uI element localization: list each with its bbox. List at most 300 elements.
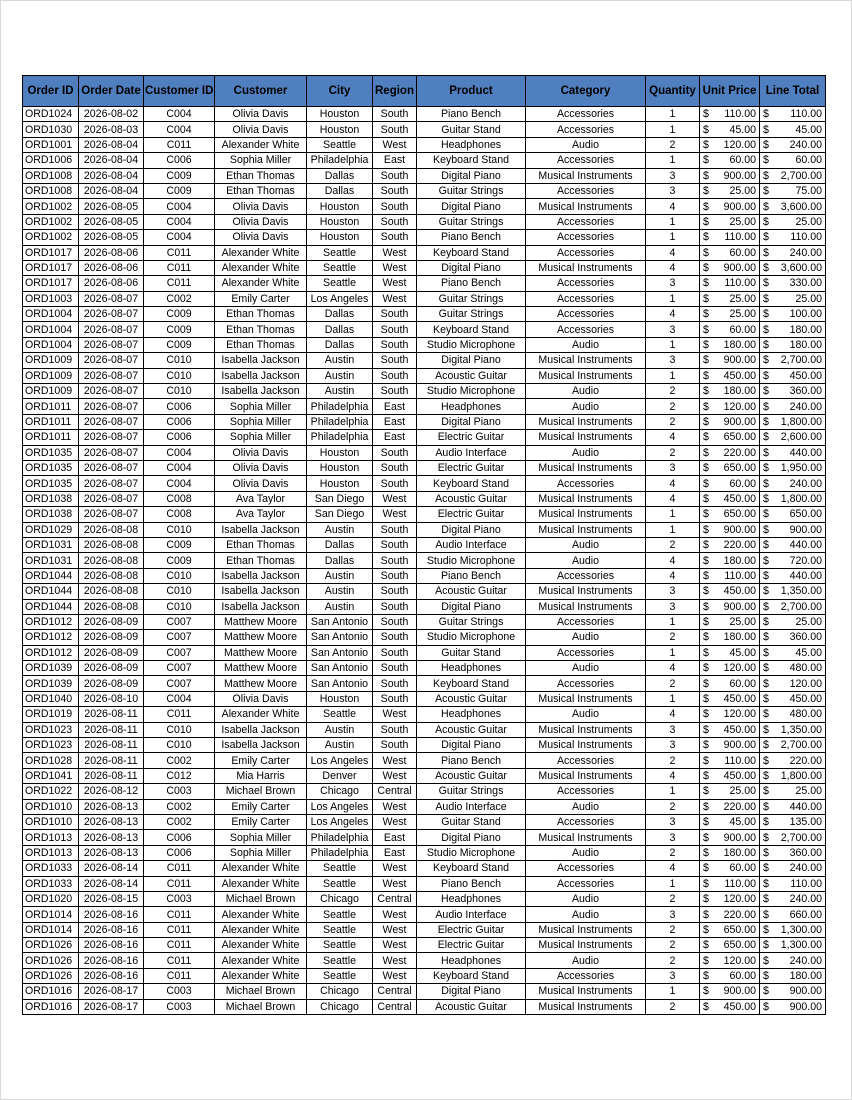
cell-line-total	[760, 645, 826, 660]
cell-quantity: 4	[646, 568, 700, 583]
currency-symbol: $	[763, 200, 769, 213]
cell-order-date: 2026-08-07	[79, 414, 144, 429]
cell-unit-price	[700, 845, 760, 860]
cell-order-date: 2026-08-06	[79, 245, 144, 260]
currency-symbol: $	[763, 185, 769, 198]
cell-order-date: 2026-08-11	[79, 753, 144, 768]
cell-customer: Sophia Miller	[215, 830, 307, 845]
cell-region: West	[373, 968, 417, 983]
cell-line-total	[760, 968, 826, 983]
cell-city: Austin	[307, 722, 373, 737]
amount-value: 2,600.00	[780, 431, 822, 444]
currency-symbol: $	[763, 492, 769, 505]
cell-quantity: 2	[646, 137, 700, 152]
cell-quantity: 4	[646, 430, 700, 445]
amount-value: 25.00	[795, 785, 822, 798]
cell-region: Central	[373, 984, 417, 999]
table-row	[23, 814, 826, 829]
cell-line-total	[760, 691, 826, 706]
cell-quantity: 3	[646, 830, 700, 845]
amount-value: 120.00	[723, 138, 756, 151]
cell-unit-price	[700, 199, 760, 214]
cell-line-total	[760, 260, 826, 275]
cell-product: Guitar Stand	[417, 814, 526, 829]
cell-region: South	[373, 445, 417, 460]
cell-unit-price	[700, 122, 760, 137]
cell-region: South	[373, 553, 417, 568]
currency-symbol: $	[763, 662, 769, 675]
amount-value: 240.00	[789, 138, 822, 151]
amount-value: 120.00	[723, 400, 756, 413]
cell-product: Piano Bench	[417, 753, 526, 768]
cell-product: Guitar Strings	[417, 614, 526, 629]
amount-value: 900.00	[723, 169, 756, 182]
cell-order-date: 2026-08-04	[79, 137, 144, 152]
cell-category: Musical Instruments	[526, 999, 646, 1014]
currency-symbol: $	[763, 462, 769, 475]
cell-customer: Alexander White	[215, 707, 307, 722]
cell-customer-id: C004	[144, 122, 215, 137]
table-row	[23, 876, 826, 891]
cell-customer: Alexander White	[215, 245, 307, 260]
cell-order-id: ORD1013	[23, 830, 79, 845]
table-row	[23, 845, 826, 860]
cell-customer-id: C011	[144, 876, 215, 891]
header-quantity: Quantity	[646, 76, 700, 107]
cell-unit-price	[700, 614, 760, 629]
cell-quantity: 2	[646, 938, 700, 953]
cell-customer-id: C007	[144, 614, 215, 629]
currency-symbol: $	[703, 539, 709, 552]
cell-unit-price	[700, 537, 760, 552]
cell-order-date: 2026-08-15	[79, 891, 144, 906]
cell-order-id: ORD1016	[23, 984, 79, 999]
cell-customer: Matthew Moore	[215, 645, 307, 660]
amount-value: 900.00	[789, 523, 822, 536]
cell-order-id: ORD1012	[23, 614, 79, 629]
cell-city: Houston	[307, 107, 373, 122]
currency-symbol: $	[763, 231, 769, 244]
cell-unit-price	[700, 430, 760, 445]
cell-category: Musical Instruments	[526, 260, 646, 275]
cell-region: West	[373, 953, 417, 968]
currency-symbol: $	[763, 954, 769, 967]
cell-category: Audio	[526, 907, 646, 922]
amount-value: 480.00	[789, 662, 822, 675]
cell-line-total	[760, 214, 826, 229]
cell-unit-price	[700, 784, 760, 799]
amount-value: 650.00	[723, 462, 756, 475]
cell-customer: Isabella Jackson	[215, 522, 307, 537]
cell-line-total	[760, 907, 826, 922]
cell-customer: Matthew Moore	[215, 630, 307, 645]
amount-value: 3,600.00	[780, 262, 822, 275]
cell-product: Headphones	[417, 891, 526, 906]
cell-region: South	[373, 584, 417, 599]
cell-order-id: ORD1010	[23, 814, 79, 829]
cell-customer-id: C011	[144, 968, 215, 983]
cell-line-total	[760, 599, 826, 614]
currency-symbol: $	[703, 954, 709, 967]
cell-category: Musical Instruments	[526, 368, 646, 383]
cell-quantity: 1	[646, 107, 700, 122]
amount-value: 110.00	[790, 108, 822, 121]
cell-line-total	[760, 183, 826, 198]
cell-category: Accessories	[526, 645, 646, 660]
cell-order-id: ORD1031	[23, 553, 79, 568]
currency-symbol: $	[703, 446, 709, 459]
cell-category: Accessories	[526, 784, 646, 799]
cell-quantity: 4	[646, 707, 700, 722]
cell-unit-price	[700, 476, 760, 491]
cell-city: Los Angeles	[307, 799, 373, 814]
currency-symbol: $	[703, 138, 709, 151]
cell-line-total	[760, 722, 826, 737]
cell-quantity: 1	[646, 784, 700, 799]
cell-customer: Isabella Jackson	[215, 722, 307, 737]
cell-customer: Sophia Miller	[215, 845, 307, 860]
cell-quantity: 3	[646, 738, 700, 753]
cell-category: Audio	[526, 137, 646, 152]
cell-product: Headphones	[417, 399, 526, 414]
cell-quantity: 3	[646, 353, 700, 368]
currency-symbol: $	[703, 662, 709, 675]
cell-unit-price	[700, 707, 760, 722]
table-row	[23, 260, 826, 275]
cell-quantity: 1	[646, 230, 700, 245]
currency-symbol: $	[703, 723, 709, 736]
cell-order-date: 2026-08-08	[79, 522, 144, 537]
cell-order-id: ORD1035	[23, 460, 79, 475]
cell-order-id: ORD1002	[23, 214, 79, 229]
cell-product: Studio Microphone	[417, 384, 526, 399]
cell-customer-id: C011	[144, 707, 215, 722]
currency-symbol: $	[763, 416, 769, 428]
amount-value: 900.00	[723, 354, 756, 367]
cell-customer: Isabella Jackson	[215, 353, 307, 368]
header-line-total: Line Total	[760, 76, 826, 107]
cell-line-total	[760, 830, 826, 845]
cell-product: Audio Interface	[417, 445, 526, 460]
cell-category: Audio	[526, 445, 646, 460]
amount-value: 440.00	[789, 539, 822, 552]
cell-customer-id: C003	[144, 984, 215, 999]
cell-city: Seattle	[307, 922, 373, 937]
table-row	[23, 137, 826, 152]
cell-order-date: 2026-08-07	[79, 322, 144, 337]
table-row	[23, 799, 826, 814]
table-row	[23, 337, 826, 352]
amount-value: 2,700.00	[780, 169, 822, 182]
currency-symbol: $	[703, 385, 709, 398]
cell-order-date: 2026-08-07	[79, 476, 144, 491]
currency-symbol: $	[703, 169, 709, 182]
cell-city: Denver	[307, 768, 373, 783]
cell-product: Guitar Strings	[417, 784, 526, 799]
cell-region: South	[373, 307, 417, 322]
amount-value: 25.00	[795, 616, 822, 629]
amount-value: 240.00	[789, 893, 822, 906]
cell-category: Accessories	[526, 876, 646, 891]
cell-customer-id: C009	[144, 322, 215, 337]
cell-product: Digital Piano	[417, 168, 526, 183]
cell-category: Musical Instruments	[526, 830, 646, 845]
cell-region: West	[373, 276, 417, 291]
cell-unit-price	[700, 984, 760, 999]
cell-customer: Olivia Davis	[215, 460, 307, 475]
amount-value: 120.00	[723, 708, 756, 721]
amount-value: 360.00	[789, 846, 822, 859]
cell-line-total	[760, 168, 826, 183]
currency-symbol: $	[763, 693, 769, 706]
cell-category: Musical Instruments	[526, 738, 646, 753]
cell-unit-price	[700, 676, 760, 691]
cell-quantity: 2	[646, 753, 700, 768]
cell-line-total	[760, 430, 826, 445]
table-row	[23, 276, 826, 291]
cell-quantity: 2	[646, 537, 700, 552]
cell-city: Austin	[307, 599, 373, 614]
amount-value: 240.00	[789, 400, 822, 413]
cell-customer-id: C003	[144, 891, 215, 906]
currency-symbol: $	[763, 985, 769, 998]
amount-value: 110.00	[724, 754, 756, 767]
cell-customer-id: C011	[144, 245, 215, 260]
cell-unit-price	[700, 384, 760, 399]
cell-customer: Olivia Davis	[215, 230, 307, 245]
cell-order-id: ORD1012	[23, 630, 79, 645]
cell-region: West	[373, 291, 417, 306]
amount-value: 1,350.00	[780, 585, 822, 598]
cell-customer: Emily Carter	[215, 799, 307, 814]
currency-symbol: $	[703, 970, 709, 983]
cell-customer-id: C007	[144, 661, 215, 676]
cell-product: Audio Interface	[417, 907, 526, 922]
amount-value: 25.00	[729, 185, 756, 198]
cell-order-date: 2026-08-09	[79, 645, 144, 660]
cell-line-total	[760, 537, 826, 552]
currency-symbol: $	[763, 739, 769, 752]
cell-unit-price	[700, 630, 760, 645]
cell-product: Electric Guitar	[417, 507, 526, 522]
currency-symbol: $	[703, 616, 709, 629]
currency-symbol: $	[703, 262, 709, 275]
cell-product: Electric Guitar	[417, 430, 526, 445]
cell-unit-price	[700, 814, 760, 829]
cell-product: Studio Microphone	[417, 845, 526, 860]
cell-order-date: 2026-08-04	[79, 168, 144, 183]
currency-symbol: $	[703, 369, 709, 382]
cell-order-date: 2026-08-16	[79, 922, 144, 937]
cell-order-id: ORD1014	[23, 922, 79, 937]
amount-value: 220.00	[723, 908, 756, 921]
cell-customer: Isabella Jackson	[215, 738, 307, 753]
amount-value: 1,800.00	[780, 492, 822, 505]
currency-symbol: $	[703, 231, 709, 244]
cell-customer-id: C010	[144, 568, 215, 583]
amount-value: 110.00	[724, 569, 756, 582]
cell-category: Audio	[526, 384, 646, 399]
header-order-id: Order ID	[23, 76, 79, 107]
amount-value: 1,950.00	[780, 462, 822, 475]
cell-unit-price	[700, 214, 760, 229]
amount-value: 900.00	[723, 523, 756, 536]
cell-customer-id: C011	[144, 938, 215, 953]
cell-line-total	[760, 276, 826, 291]
currency-symbol: $	[703, 939, 709, 952]
cell-product: Digital Piano	[417, 984, 526, 999]
cell-category: Audio	[526, 661, 646, 676]
cell-product: Headphones	[417, 137, 526, 152]
cell-region: South	[373, 199, 417, 214]
cell-product: Acoustic Guitar	[417, 691, 526, 706]
currency-symbol: $	[763, 800, 769, 813]
cell-product: Electric Guitar	[417, 460, 526, 475]
cell-product: Electric Guitar	[417, 922, 526, 937]
cell-order-date: 2026-08-07	[79, 353, 144, 368]
cell-customer: Ethan Thomas	[215, 183, 307, 198]
cell-order-id: ORD1044	[23, 568, 79, 583]
amount-value: 60.00	[729, 970, 756, 983]
cell-city: San Antonio	[307, 630, 373, 645]
cell-order-id: ORD1020	[23, 891, 79, 906]
cell-order-id: ORD1038	[23, 507, 79, 522]
cell-quantity: 3	[646, 276, 700, 291]
currency-symbol: $	[763, 308, 769, 321]
amount-value: 900.00	[789, 1000, 822, 1013]
currency-symbol: $	[703, 308, 709, 321]
header-unit-price: Unit Price	[700, 76, 760, 107]
currency-symbol: $	[763, 585, 769, 598]
cell-region: South	[373, 368, 417, 383]
cell-region: South	[373, 568, 417, 583]
cell-unit-price	[700, 137, 760, 152]
cell-order-date: 2026-08-11	[79, 738, 144, 753]
currency-symbol: $	[763, 646, 769, 659]
cell-line-total	[760, 491, 826, 506]
cell-order-id: ORD1004	[23, 337, 79, 352]
amount-value: 25.00	[729, 292, 756, 305]
cell-product: Digital Piano	[417, 414, 526, 429]
currency-symbol: $	[763, 816, 769, 829]
cell-customer: Matthew Moore	[215, 661, 307, 676]
amount-value: 650.00	[723, 431, 756, 444]
cell-unit-price	[700, 907, 760, 922]
cell-category: Accessories	[526, 276, 646, 291]
cell-city: San Antonio	[307, 676, 373, 691]
currency-symbol: $	[763, 939, 769, 952]
cell-line-total	[760, 199, 826, 214]
cell-region: West	[373, 907, 417, 922]
cell-category: Musical Instruments	[526, 491, 646, 506]
table-row	[23, 368, 826, 383]
cell-order-date: 2026-08-16	[79, 938, 144, 953]
cell-region: West	[373, 768, 417, 783]
cell-order-id: ORD1002	[23, 230, 79, 245]
cell-unit-price	[700, 830, 760, 845]
amount-value: 450.00	[789, 369, 822, 382]
amount-value: 180.00	[789, 970, 822, 983]
cell-order-date: 2026-08-09	[79, 630, 144, 645]
cell-city: Houston	[307, 199, 373, 214]
cell-customer: Matthew Moore	[215, 614, 307, 629]
cell-order-date: 2026-08-09	[79, 614, 144, 629]
cell-category: Accessories	[526, 107, 646, 122]
cell-product: Digital Piano	[417, 260, 526, 275]
cell-quantity: 1	[646, 614, 700, 629]
amount-value: 45.00	[795, 646, 822, 659]
currency-symbol: $	[703, 585, 709, 598]
cell-line-total	[760, 399, 826, 414]
header-city: City	[307, 76, 373, 107]
cell-city: Austin	[307, 368, 373, 383]
cell-order-id: ORD1017	[23, 276, 79, 291]
cell-category: Audio	[526, 707, 646, 722]
cell-city: Chicago	[307, 984, 373, 999]
currency-symbol: $	[703, 631, 709, 644]
cell-category: Accessories	[526, 245, 646, 260]
amount-value: 450.00	[723, 769, 756, 782]
cell-customer-id: C009	[144, 168, 215, 183]
cell-customer-id: C010	[144, 368, 215, 383]
cell-category: Accessories	[526, 568, 646, 583]
cell-category: Accessories	[526, 968, 646, 983]
currency-symbol: $	[763, 631, 769, 644]
currency-symbol: $	[703, 292, 709, 305]
cell-line-total	[760, 614, 826, 629]
cell-customer-id: C006	[144, 845, 215, 860]
cell-quantity: 4	[646, 553, 700, 568]
cell-order-id: ORD1013	[23, 845, 79, 860]
cell-customer-id: C011	[144, 907, 215, 922]
currency-symbol: $	[763, 323, 769, 336]
currency-symbol: $	[763, 431, 769, 444]
cell-customer-id: C007	[144, 630, 215, 645]
cell-customer-id: C010	[144, 384, 215, 399]
amount-value: 450.00	[723, 723, 756, 736]
amount-value: 75.00	[795, 185, 822, 198]
currency-symbol: $	[703, 431, 709, 444]
cell-order-id: ORD1023	[23, 722, 79, 737]
cell-order-date: 2026-08-17	[79, 999, 144, 1014]
cell-region: South	[373, 614, 417, 629]
cell-line-total	[760, 137, 826, 152]
cell-customer-id: C002	[144, 291, 215, 306]
cell-order-id: ORD1011	[23, 414, 79, 429]
cell-region: South	[373, 214, 417, 229]
amount-value: 45.00	[729, 646, 756, 659]
cell-line-total	[760, 337, 826, 352]
cell-order-id: ORD1038	[23, 491, 79, 506]
cell-unit-price	[700, 753, 760, 768]
cell-order-date: 2026-08-07	[79, 507, 144, 522]
cell-customer: Isabella Jackson	[215, 568, 307, 583]
cell-city: Dallas	[307, 168, 373, 183]
currency-symbol: $	[763, 754, 769, 767]
cell-customer: Alexander White	[215, 260, 307, 275]
cell-customer-id: C006	[144, 414, 215, 429]
cell-category: Musical Instruments	[526, 938, 646, 953]
table-row	[23, 414, 826, 429]
currency-symbol: $	[763, 862, 769, 875]
cell-quantity: 3	[646, 814, 700, 829]
cell-city: Seattle	[307, 260, 373, 275]
cell-order-id: ORD1003	[23, 291, 79, 306]
cell-category: Musical Instruments	[526, 460, 646, 475]
cell-category: Accessories	[526, 214, 646, 229]
cell-line-total	[760, 938, 826, 953]
amount-value: 120.00	[723, 893, 756, 906]
